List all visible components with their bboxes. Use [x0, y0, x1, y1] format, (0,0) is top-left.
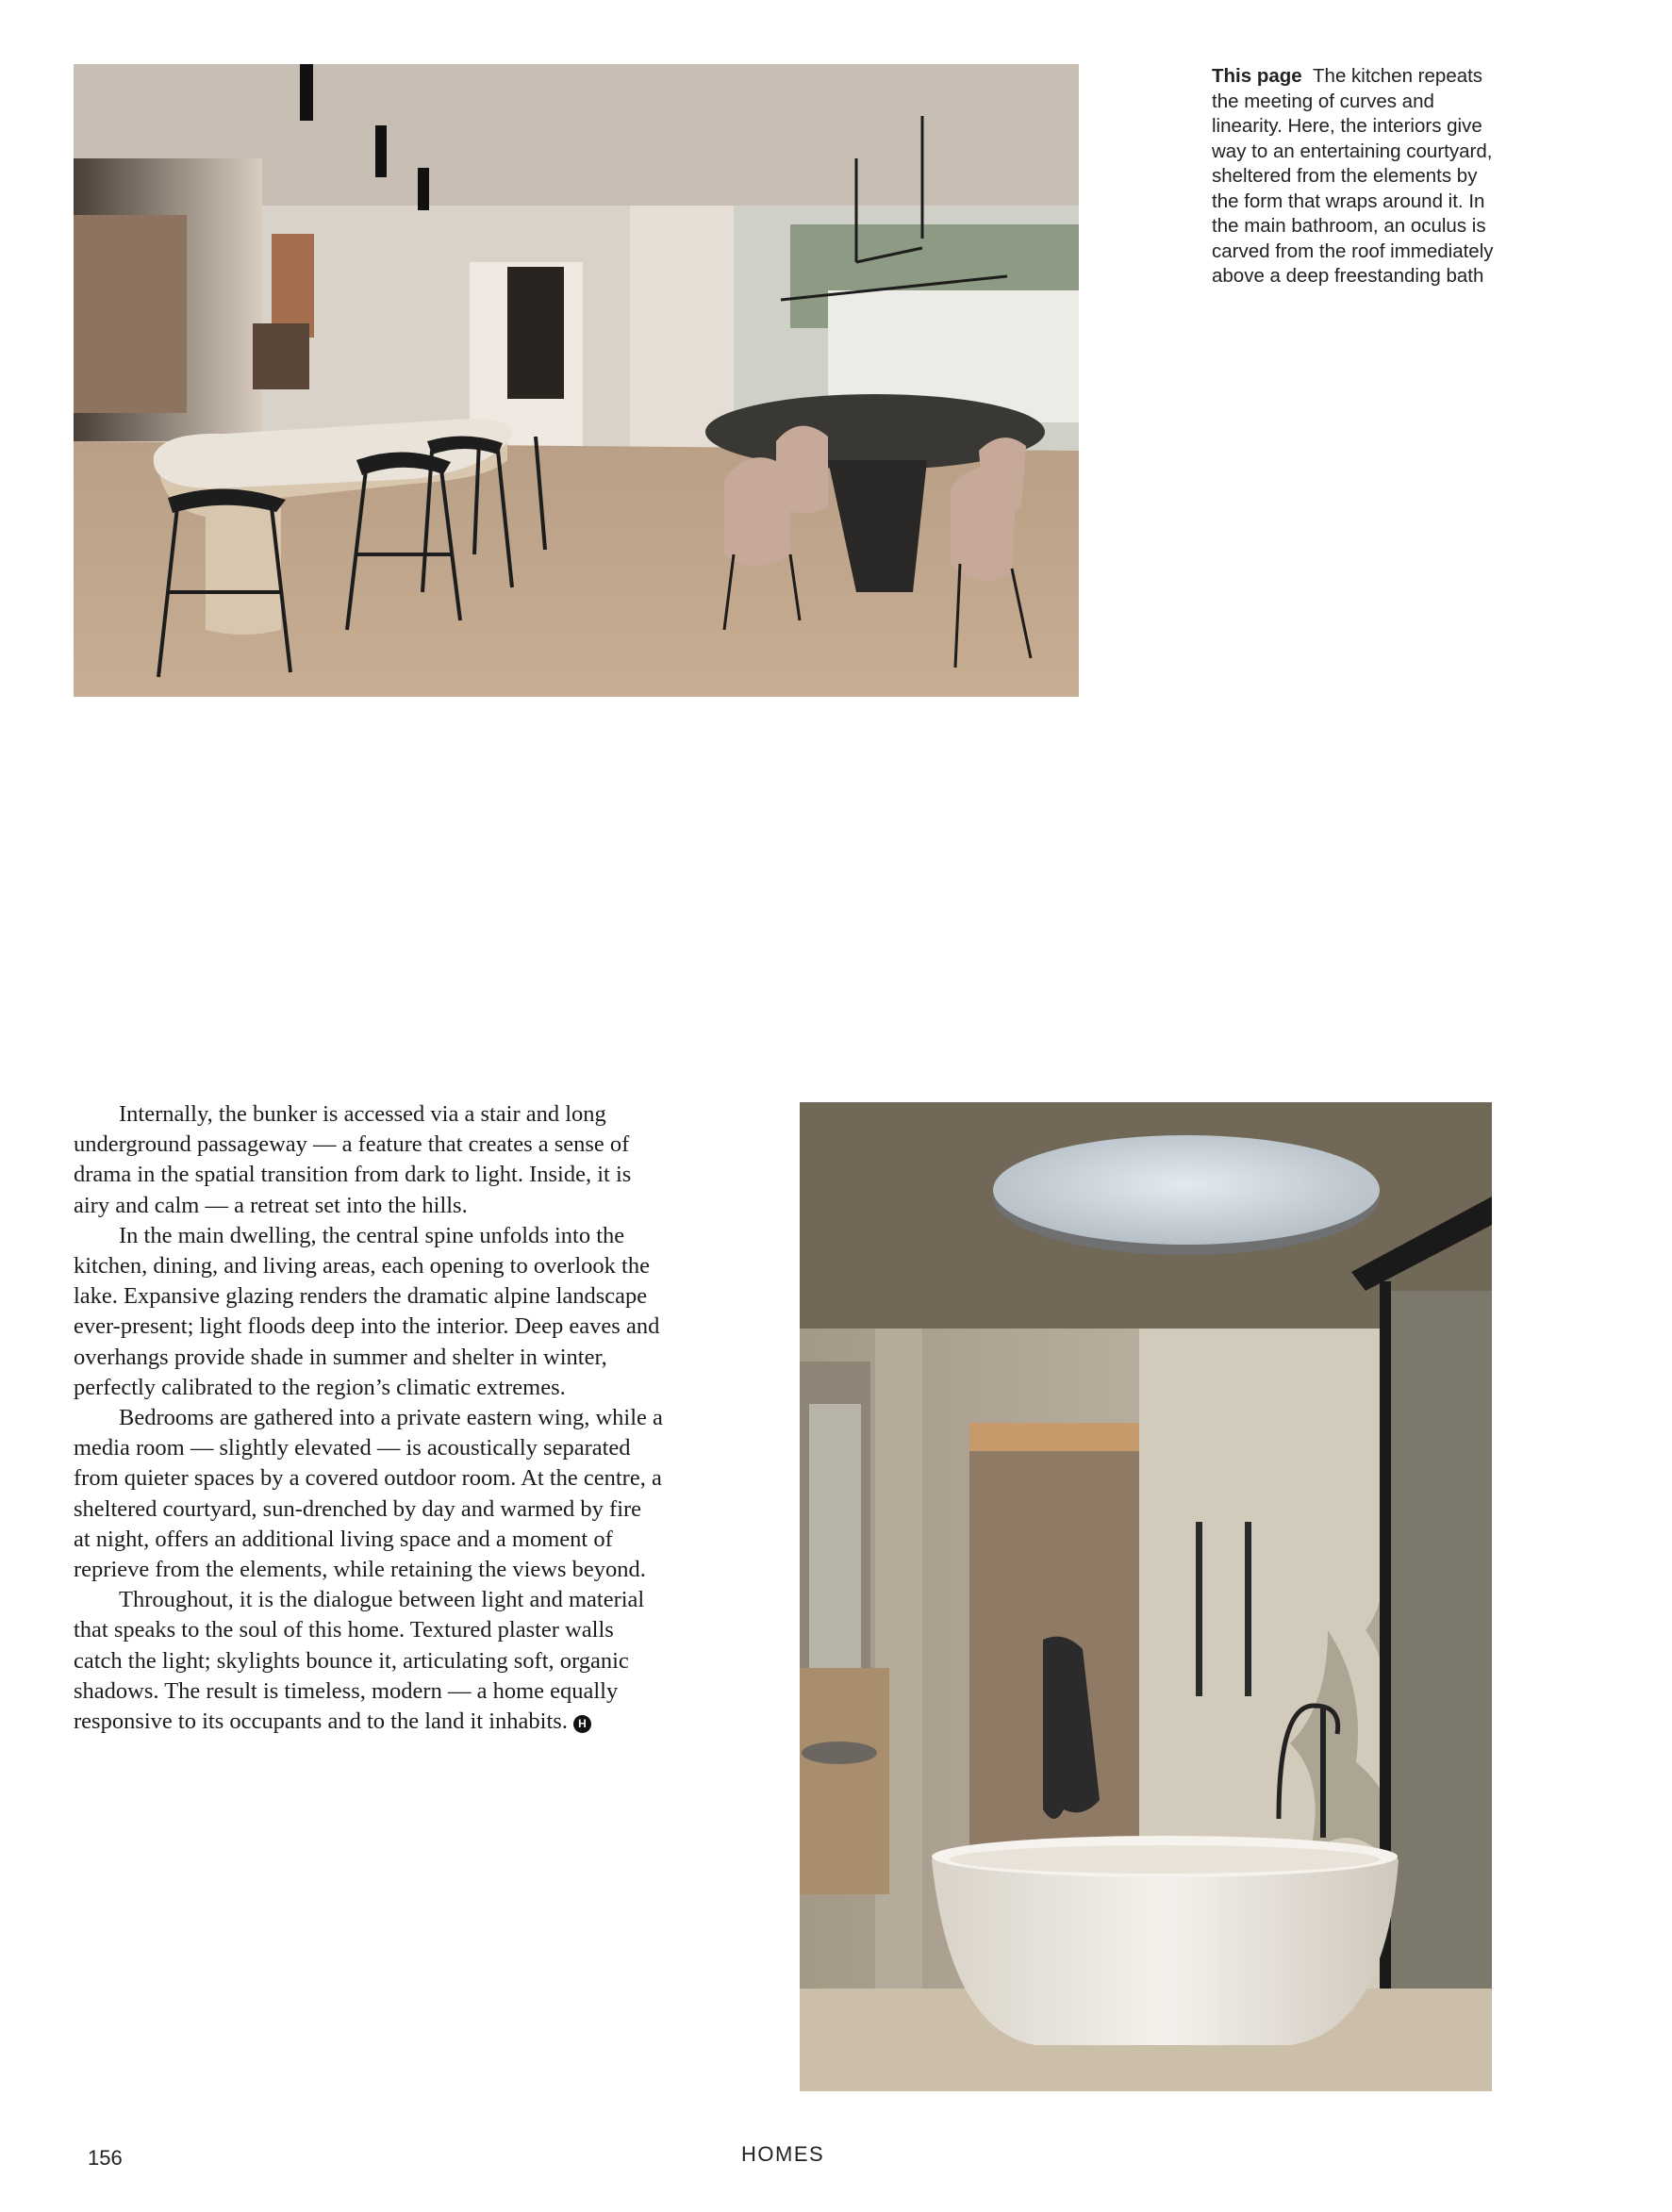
- section-name: HOMES: [741, 2142, 825, 2166]
- body-paragraph: Internally, the bunker is accessed via a stair and long underground passageway — a feature that creates a sense of drama in the spatial transition from dark to light. Inside, it is airy and calm — a retreat set into the hills.: [74, 1101, 632, 1218]
- bathroom-oculus-photo: [800, 1102, 1492, 2091]
- body-paragraph: Bedrooms are gathered into a private eastern wing, while a media room — slightly elevated — is acoustically separated from quieter spaces by a covered outdoor room. At the centre, a sheltered courtyard, sun-drenched by day and warmed by fire at night, offers an additional living space and a moment of reprieve from the elements, while retaining the views beyond.: [74, 1405, 663, 1583]
- article-body: [74, 1099, 663, 1737]
- page-number: 156: [88, 2146, 123, 2170]
- end-mark-icon: H: [573, 1715, 591, 1733]
- photo-caption: [1212, 64, 1495, 289]
- body-paragraph: [74, 1585, 663, 1737]
- kitchen-dining-photo: [74, 64, 1079, 697]
- body-paragraph-text: Throughout, it is the dialogue between light and material that speaks to the soul of this home. Textured plaster walls catch the light; skylights bounce it, articulating soft, organic shadows. The result is timeless, modern — a home equally responsive to its occupants and to the land it inhabits.: [74, 1587, 645, 1735]
- caption-text: The kitchen repeats the meeting of curves and linearity. Here, the interiors give way to an entertaining courtyard, sheltered from the elements by the form that wraps around it. In the main bathroom, an oculus is carved from the roof immediately above a deep freestanding bath: [1212, 65, 1494, 287]
- body-paragraph: In the main dwelling, the central spine unfolds into the kitchen, dining, and living areas, each opening to overlook the lake. Expansive glazing renders the dramatic alpine landscape ever-present; light floods deep into the interior. Deep eaves and overhangs provide shade in summer and shelter in winter, perfectly calibrated to the region’s climatic extremes.: [74, 1222, 660, 1400]
- caption-lead: This page: [1212, 65, 1302, 87]
